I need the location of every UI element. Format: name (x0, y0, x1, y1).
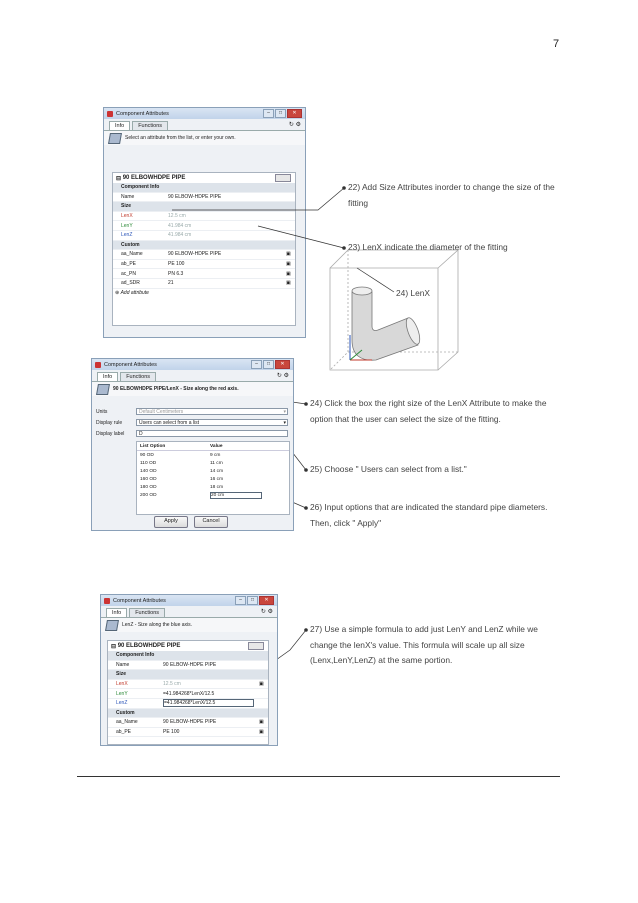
note-23 (348, 240, 563, 256)
attributes-panel (107, 640, 269, 745)
display-label-value: D (139, 430, 143, 437)
lock-icon[interactable]: ▣ (259, 729, 264, 736)
tab-info[interactable]: Info (106, 608, 127, 617)
attr-key: ab_PE (121, 261, 137, 268)
attr-key: aa_Name (116, 719, 138, 726)
app-icon (104, 598, 110, 604)
display-rule-select[interactable] (136, 419, 288, 426)
hint-bar (92, 382, 293, 396)
list-options-table (136, 441, 290, 515)
refresh-icon[interactable]: ↻ ⚙ (288, 122, 301, 128)
table-row[interactable] (108, 718, 268, 728)
component-name-text: 90 ELBOWHDPE PIPE (122, 175, 186, 181)
list-row[interactable] (137, 467, 289, 475)
details-button[interactable] (248, 642, 264, 650)
attr-value[interactable]: 21 (168, 280, 174, 287)
tab-functions[interactable]: Functions (129, 608, 165, 617)
section-label: Custom (121, 241, 140, 248)
chevron-down-icon[interactable]: ▾ (283, 419, 286, 426)
table-row[interactable] (108, 699, 268, 709)
component-cube-icon (105, 620, 119, 631)
apply-button[interactable]: Apply (154, 516, 188, 528)
section-label: Size (121, 203, 132, 210)
attr-value[interactable]: 90 ELBOW-HDPE PIPE (163, 719, 217, 726)
list-option[interactable]: 140 OD (140, 468, 157, 474)
attr-value-input[interactable]: =41.984268*LenX/12.5 (163, 699, 254, 707)
note-23-text: 23) LenX indicate the diameter of the fitting (348, 242, 508, 252)
attr-key: ad_SDR (121, 280, 140, 287)
attr-value[interactable]: 90 ELBOW-HDPE PIPE (168, 251, 222, 258)
lock-icon[interactable]: ▣ (259, 681, 264, 688)
attr-key: ac_PN (121, 270, 137, 277)
note-26-text: 26) Input options that are indicated the standard pipe diameters. Then, click " Apply" (310, 502, 548, 528)
attr-value[interactable]: 90 ELBOW-HDPE PIPE (168, 193, 222, 200)
tab-functions[interactable]: Functions (132, 121, 168, 130)
list-option[interactable]: 200 OD (140, 492, 157, 498)
attr-key: Name (121, 193, 135, 200)
chevron-down-icon[interactable]: ▾ (283, 408, 286, 415)
tab-info[interactable]: Info (97, 372, 118, 381)
list-row[interactable] (137, 459, 289, 467)
list-option[interactable]: 160 OD (140, 476, 157, 482)
attr-value[interactable]: 90 ELBOW-HDPE PIPE (163, 661, 217, 668)
table-row[interactable] (108, 661, 268, 671)
close-button[interactable]: ✕ (259, 596, 274, 605)
lock-icon[interactable]: ▣ (286, 251, 291, 258)
minimize-button[interactable]: – (251, 360, 262, 369)
component-attributes-dialog-2 (91, 358, 294, 531)
note-24-label-text: 24) LenX (396, 288, 430, 298)
display-rule-value: Users can select from a list (139, 419, 200, 426)
close-button[interactable]: ✕ (287, 109, 302, 118)
note-22-text: 22) Add Size Attributes inorder to change the size of the fitting (348, 182, 555, 208)
list-option[interactable]: 110 OD (140, 460, 157, 466)
table-row[interactable] (108, 689, 268, 699)
note-24b (310, 396, 560, 427)
attr-key-lenx: LenX (121, 213, 133, 220)
cancel-button[interactable]: Cancel (194, 516, 228, 528)
refresh-icon[interactable]: ↻ ⚙ (260, 609, 273, 615)
note-24-label (396, 286, 430, 302)
section-label: Size (116, 671, 127, 678)
hint-bar (101, 618, 277, 632)
refresh-icon[interactable]: ↻ ⚙ (276, 373, 289, 379)
attr-value[interactable]: =41.984268*LenX/12.5 (163, 690, 215, 697)
list-option[interactable]: 180 OD (140, 484, 157, 490)
component-name-text: 90 ELBOWHDPE PIPE (117, 643, 181, 649)
add-icon[interactable]: ⊕ (115, 289, 120, 296)
hint-text: LenZ - Size along the blue axis. (122, 622, 193, 628)
header-option: List Option (140, 443, 166, 449)
list-value[interactable]: 18 cm (210, 484, 224, 490)
list-header (137, 442, 289, 451)
note-26 (310, 500, 560, 531)
section-label: Component Info (121, 184, 160, 191)
note-27-text: 27) Use a simple formula to add just LenY and LenZ while we change the lenX's value. This formula will scale up all size (Lenx,LenY,LenZ) at the same portion. (310, 624, 538, 665)
component-attributes-dialog-3 (100, 594, 278, 746)
attr-key-lenx: LenX (116, 681, 128, 688)
header-value: Value (210, 443, 223, 449)
lock-icon[interactable]: ▣ (259, 719, 264, 726)
note-27 (310, 622, 560, 669)
attr-key-leny: LenY (121, 222, 133, 229)
attr-value[interactable]: 41.984 cm (168, 232, 192, 239)
units-label: Units (96, 409, 108, 415)
attr-value[interactable]: PN 6.3 (168, 270, 184, 277)
tab-bar (92, 370, 293, 382)
add-attribute-label[interactable]: Add attribute (120, 289, 149, 296)
app-icon (95, 362, 101, 368)
lock-icon[interactable]: ▣ (286, 280, 291, 287)
list-row[interactable] (137, 451, 289, 459)
note-25 (310, 462, 560, 478)
maximize-button[interactable]: □ (263, 360, 274, 369)
list-row[interactable] (137, 483, 289, 491)
section-custom (108, 709, 268, 719)
attr-value[interactable]: 41.984 cm (168, 222, 192, 229)
display-rule-label: Display rule (96, 420, 123, 426)
note-25-text: 25) Choose " Users can select from a list." (310, 464, 467, 474)
attr-key: aa_Name (121, 251, 143, 258)
hint-text: Select an attribute from the list, or enter your own. (125, 135, 236, 141)
list-value[interactable]: 16 cm (210, 476, 224, 482)
units-select[interactable] (136, 408, 288, 415)
maximize-button[interactable]: □ (247, 596, 258, 605)
attr-key: Name (116, 661, 130, 668)
display-label-label: Display label (96, 431, 125, 437)
attr-value[interactable]: PE 100 (168, 261, 185, 268)
display-label-input[interactable] (136, 430, 288, 437)
footer-divider (77, 776, 560, 777)
section-label: Custom (116, 709, 135, 716)
section-component-info (108, 651, 268, 661)
lock-icon[interactable]: ▣ (286, 261, 291, 268)
dialog-title: Component Attributes (116, 110, 169, 117)
close-button[interactable]: ✕ (275, 360, 290, 369)
list-row[interactable] (137, 475, 289, 483)
lock-icon[interactable]: ▣ (286, 270, 291, 277)
list-row[interactable] (137, 491, 289, 499)
page-number: 7 (553, 38, 560, 50)
list-option[interactable]: 90 OD (140, 452, 154, 458)
minimize-button[interactable]: – (263, 109, 274, 118)
section-size (108, 670, 268, 680)
dialog-titlebar (101, 595, 277, 606)
note-22 (348, 180, 558, 211)
maximize-button[interactable]: □ (275, 109, 286, 118)
dialog-title: Component Attributes (104, 361, 157, 368)
attr-key: ab_PE (116, 729, 132, 736)
section-label: Component Info (116, 652, 155, 659)
hint-text: 90 ELBOWHDPE PIPE/LenX - Size along the red axis. (113, 386, 239, 392)
component-name: ⊟ 90 ELBOWHDPE PIPE (108, 641, 268, 651)
attr-key-lenz: LenZ (121, 232, 133, 239)
attr-value[interactable]: 12.5 cm (168, 213, 186, 220)
note-24b-text: 24) Click the box the right size of the LenX Attribute to make the option that the user can select the size of the fitting. (310, 398, 547, 424)
table-row[interactable] (108, 680, 268, 690)
list-value[interactable]: 9 cm (210, 452, 221, 458)
attr-key-leny: LenY (116, 690, 128, 697)
tab-functions[interactable]: Functions (120, 372, 156, 381)
tab-info[interactable]: Info (109, 121, 130, 130)
table-row[interactable] (108, 728, 268, 738)
component-cube-icon (96, 384, 110, 395)
list-value[interactable]: 11 cm (210, 460, 223, 466)
dialog-titlebar (92, 359, 293, 370)
list-value[interactable]: 14 cm (210, 468, 224, 474)
attr-value[interactable]: 12.5 cm (163, 681, 181, 688)
minimize-button[interactable]: – (235, 596, 246, 605)
attr-key-lenz: LenZ (116, 700, 128, 707)
units-value: Default Centimeters (139, 408, 184, 415)
dialog-title: Component Attributes (113, 597, 166, 604)
tab-bar (101, 606, 277, 618)
component-name: ⊟ 90 ELBOWHDPE PIPE (113, 173, 295, 183)
attr-value[interactable]: PE 100 (163, 729, 180, 736)
list-value[interactable]: 20 cm (210, 492, 262, 499)
